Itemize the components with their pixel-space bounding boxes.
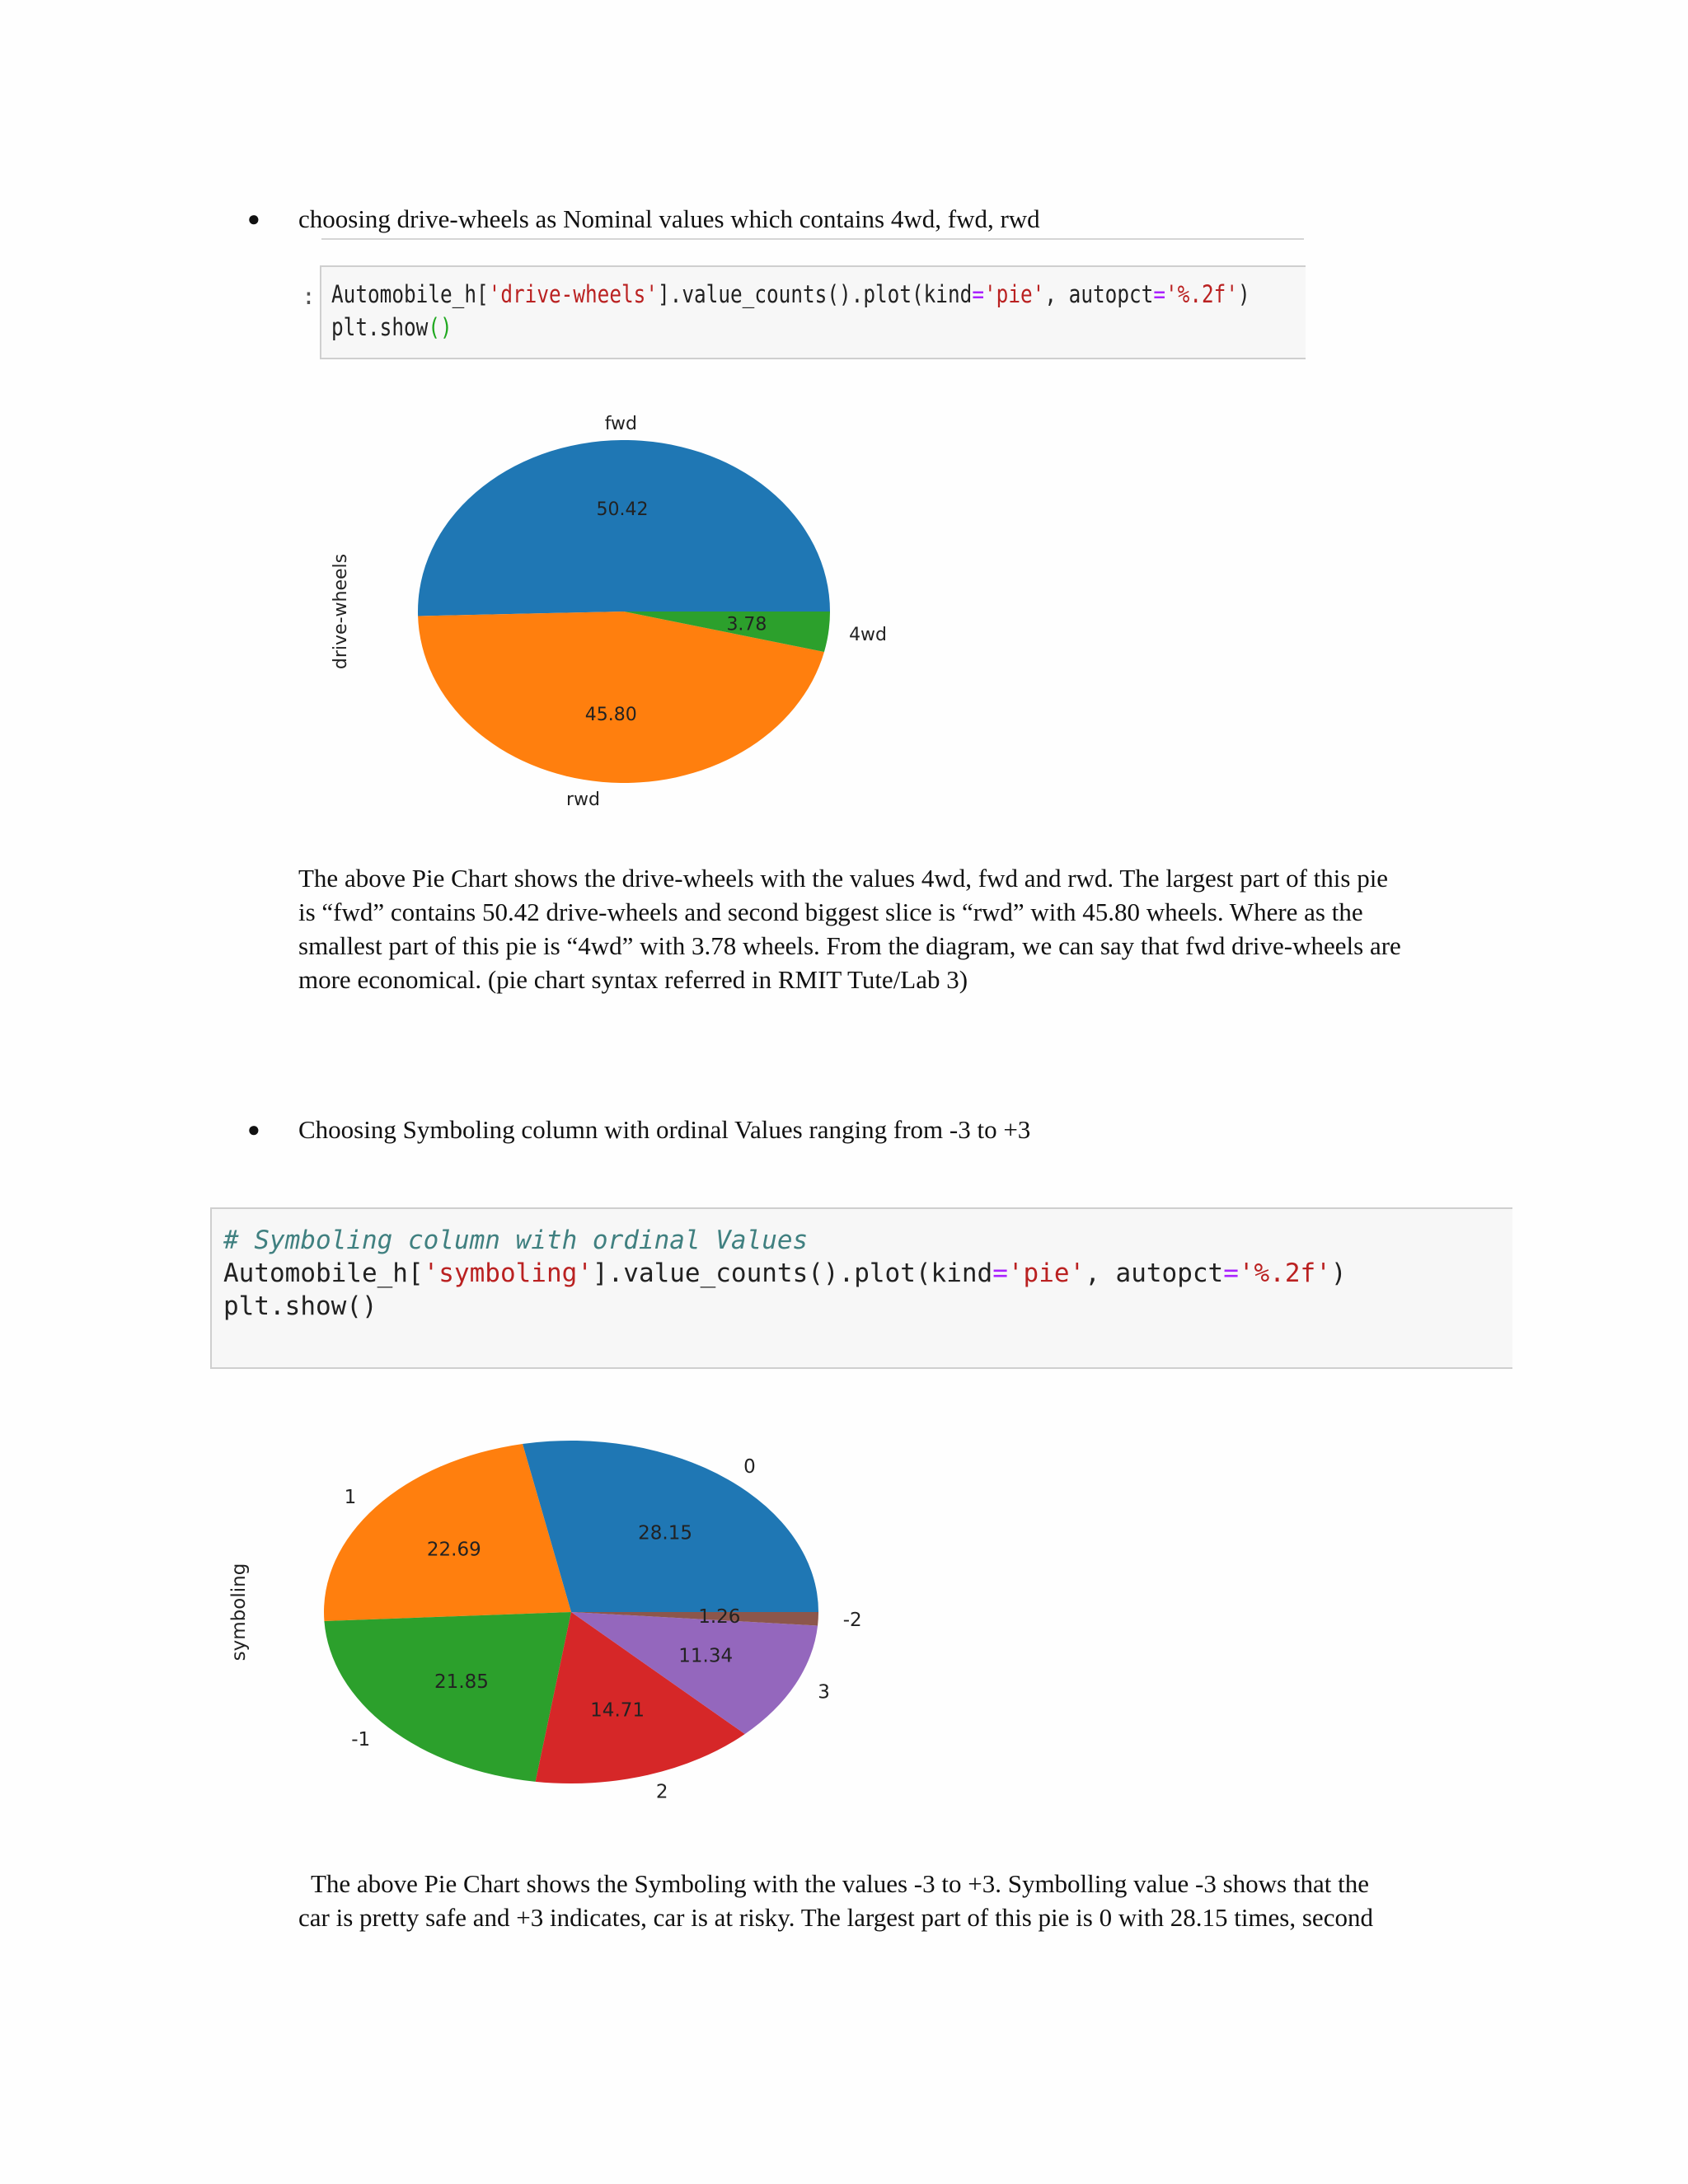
slice-value-label: 21.85: [434, 1671, 489, 1694]
slice-label: 1: [344, 1486, 357, 1508]
slice-value-label: 28.15: [638, 1522, 693, 1544]
bullet-drive-wheels: [247, 202, 1040, 236]
slice-value-label: 45.80: [584, 704, 637, 725]
cell-prompt: :: [302, 283, 316, 310]
slice-value-label: 14.71: [590, 1699, 645, 1722]
slice-label: rwd: [566, 790, 601, 811]
bullet-text: Choosing Symboling column with ordinal Values ranging from -3 to +3: [298, 1115, 1031, 1144]
paragraph-line: The above Pie Chart shows the Symboling with the values -3 to +3. Symbolling value -3 shows that the: [298, 1869, 1369, 1898]
divider: [321, 238, 1304, 240]
code-line-3: plt.show(): [223, 1291, 377, 1321]
bullet-dot: ●: [247, 207, 260, 231]
paragraph-drive-wheels: [298, 861, 1401, 996]
pie-chart-symboling: [214, 1426, 923, 1821]
paragraph-symboling: [298, 1867, 1373, 1934]
slice-label: -1: [351, 1729, 371, 1751]
slice-value-label: 50.42: [596, 499, 649, 520]
slice-label: 2: [655, 1781, 668, 1803]
slice-value-label: 22.69: [426, 1539, 481, 1561]
pie-ylabel: drive-wheels: [331, 553, 351, 670]
code-cell-drive-wheels[interactable]: [320, 265, 1306, 359]
slice-label: 0: [743, 1456, 756, 1479]
code-line-1: Automobile_h['drive-wheels'].value_counts().plot(kind='pie', autopct='%.2f'): [331, 280, 1250, 308]
slice-value-label: 3.78: [726, 614, 767, 635]
slice-label: -2: [842, 1610, 862, 1632]
pie-slice-minus-1: [324, 1612, 571, 1782]
paragraph-line: The above Pie Chart shows the drive-wheels with the values 4wd, fwd and rwd. The largest part of this pie: [298, 864, 1389, 893]
paragraph-line: more economical. (pie chart syntax referred in RMIT Tute/Lab 3): [298, 965, 968, 994]
code-cell-symboling[interactable]: [210, 1207, 1512, 1369]
pie-slice-fwd: [418, 440, 830, 616]
paragraph-line: car is pretty safe and +3 indicates, car is at risky. The largest part of this pie is 0 with 28.15 times, second: [298, 1903, 1373, 1932]
pie-ylabel: symboling: [228, 1563, 250, 1661]
slice-value-label: 11.34: [678, 1645, 734, 1667]
bullet-text: choosing drive-wheels as Nominal values which contains 4wd, fwd, rwd: [298, 204, 1040, 233]
slice-value-label: 1.26: [698, 1605, 741, 1628]
paragraph-line: is “fwd” contains 50.42 drive-wheels and second biggest slice is “rwd” with 45.80 wheels. Where as the: [298, 898, 1363, 926]
bullet-dot: ●: [247, 1118, 260, 1141]
slice-label: 4wd: [849, 624, 888, 645]
pie-chart-drive-wheels: [321, 387, 915, 832]
bullet-symboling: [247, 1113, 1031, 1146]
slice-label: 3: [818, 1681, 830, 1704]
code-line-2: Automobile_h['symboling'].value_counts().plot(kind='pie', autopct='%.2f'): [223, 1258, 1347, 1288]
paragraph-line: smallest part of this pie is “4wd” with 3.78 wheels. From the diagram, we can say that fwd drive-wheels are: [298, 931, 1401, 960]
code-line-2: plt.show(): [331, 313, 452, 341]
code-comment: # Symboling column with ordinal Values: [223, 1226, 809, 1255]
slice-label: fwd: [604, 413, 638, 434]
